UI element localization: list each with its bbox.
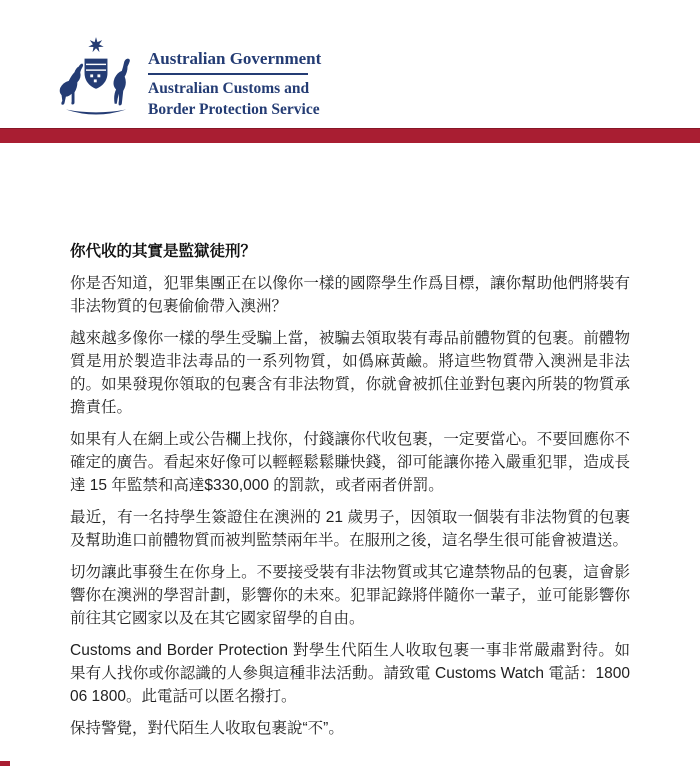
paragraph-3: 如果有人在網上或公告欄上找你，付錢讓你代收包裹，一定要當心。不要回應你不確定的廣告。看起來好像可以輕輕鬆鬆賺快錢，卻可能讓你捲入嚴重犯罪，造成長達 15 年監禁和高達$330,000 的罰款，或者兩者併罰。 <box>70 431 630 494</box>
coat-of-arms-icon <box>53 34 139 122</box>
paragraph-2: 越來越多像你一樣的學生受騙上當，被騙去領取裝有毒品前體物質的包裹。前體物質是用於製造非法毒品的一系列物質，如僞麻黃鹼。將這些物質帶入澳洲是非法的。如果發現你領取的包裹含有非法物質，你就會被抓住並對包裹內所裝的物質承擔責任。 <box>70 330 630 416</box>
paragraph-4: 最近，有一名持學生簽證住在澳洲的 21 歲男子，因領取一個裝有非法物質的包裹及幫助進口前體物質而被判監禁兩年半。在服刑之後，這名學生很可能會被遣送。 <box>70 509 630 549</box>
government-title: Australian Government <box>148 49 322 68</box>
paragraph-1: 你是否知道，犯罪集團正在以像你一樣的國際學生作爲目標，讓你幫助他們將裝有非法物質的包裹偷偷帶入澳洲？ <box>70 275 630 315</box>
paragraph-6: Customs and Border Protection 對學生代陌生人收取包裹一事非常嚴肅對待。如果有人找你或你認識的人參與這種非法活動。請致電 Customs Watch 電話：1800 06 1800。此電話可以匿名撥打。 <box>70 642 630 705</box>
paragraph-7: 保持警覺，對代陌生人收取包裹說“不”。 <box>70 720 344 737</box>
header-brand <box>148 49 321 122</box>
brand-divider <box>148 73 308 75</box>
agency-name-line2: Border Protection Service <box>148 100 320 118</box>
document-body <box>70 240 630 749</box>
paragraph-5: 切勿讓此事發生在你身上。不要接受裝有非法物質或其它違禁物品的包裹，這會影響你在澳洲的學習計劃，影響你的未來。犯罪記錄將伴隨你一輩子，並可能影響你前往其它國家以及在其它國家留學的自由。 <box>70 564 630 627</box>
page-title: 你代收的其實是監獄徒刑？ <box>70 243 257 260</box>
red-divider-bar <box>0 128 700 143</box>
agency-name-line1: Australian Customs and <box>148 80 310 97</box>
cutoff-red-mark <box>0 761 10 766</box>
coat-of-arms <box>53 34 139 122</box>
